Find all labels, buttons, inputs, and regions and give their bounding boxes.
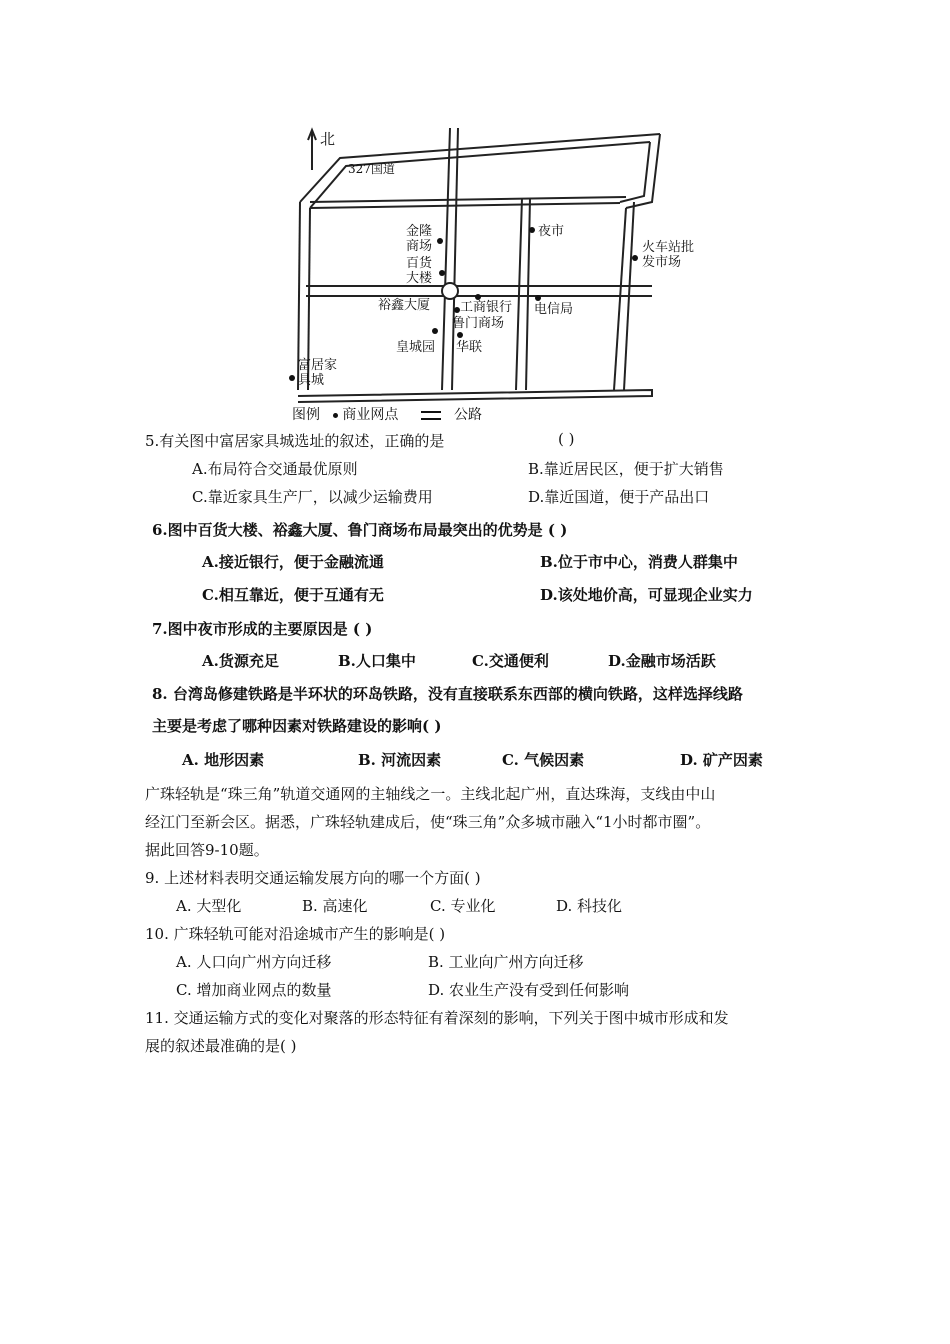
legend-road: 公路 [453, 407, 482, 423]
label-dianxin: 电信局 [534, 302, 574, 317]
passage-line3: 据此回答9-10题。 [145, 841, 269, 859]
q10-option-c: C. 增加商业网点的数量 [176, 981, 332, 999]
q11-stem-line2: 展的叙述最准确的是( ) [145, 1037, 297, 1055]
q8-option-a: A. 地形因素 [182, 751, 265, 769]
q6-stem: 6.图中百货大楼、裕鑫大厦、鲁门商场布局最突出的优势是 ( ) [152, 521, 568, 539]
label-huangcheng: 皇城园 [396, 340, 436, 355]
road-327-label: 327国道 [348, 162, 395, 176]
q6-option-a: A.接近银行，便于金融流通 [202, 553, 384, 571]
q9-option-d: D. 科技化 [556, 897, 623, 915]
q8-stem-line1: 8. 台湾岛修建铁路是半环状的环岛铁路，没有直接联系东西部的横向铁路，这样选择线路 [152, 685, 743, 703]
label-huoche: 火车站批 发市场 [642, 240, 695, 270]
passage-line1: 广珠轻轨是“珠三角”轨道交通网的主轴线之一。主线北起广州，直达珠海，支线由中山 [145, 785, 716, 803]
q9-stem: 9. 上述材料表明交通运输发展方向的哪一个方面( ) [145, 869, 481, 887]
q7-option-d: D.金融市场活跃 [608, 652, 716, 670]
city-map [280, 120, 695, 425]
q9-option-a: A. 大型化 [176, 897, 242, 915]
q9-option-b: B. 高速化 [302, 897, 368, 915]
q8-stem-line2: 主要是考虑了哪种因素对铁路建设的影响( ) [152, 717, 442, 735]
q5-option-a: A.布局符合交通最优原则 [192, 460, 358, 478]
q10-stem: 10. 广珠轻轨可能对沿途城市产生的影响是( ) [145, 925, 446, 943]
label-lumen: 鲁门商场 [452, 316, 505, 331]
q5-option-d: D.靠近国道，便于产品出口 [528, 488, 710, 506]
q9-option-c: C. 专业化 [430, 897, 496, 915]
label-fuju: 富居家 具城 [298, 358, 338, 388]
q5-paren: ( ) [558, 430, 575, 448]
road-top [310, 197, 626, 202]
map-roads [280, 120, 680, 425]
road-bottom [298, 390, 652, 402]
legend-point: 商业网点 [342, 407, 399, 423]
q8-option-c: C. 气候因素 [502, 751, 585, 769]
q6-option-b: B.位于市中心，消费人群集中 [540, 553, 738, 571]
legend-road-icon [421, 411, 441, 420]
north-label: 北 [320, 130, 336, 148]
road-center [442, 128, 450, 390]
q5-option-c: C.靠近家具生产厂，以减少运输费用 [192, 488, 433, 506]
q6-option-d: D.该处地价高，可显现企业实力 [540, 586, 753, 604]
road-right [614, 208, 626, 390]
label-jinlong: 金隆 商场 [406, 224, 433, 254]
road-mid-right [516, 198, 522, 390]
passage-line2: 经江门至新会区。据悉，广珠轻轨建成后，使“珠三角”众多城市融入“1小时都市圈”。 [145, 813, 711, 831]
label-yuxin: 裕鑫大厦 [378, 298, 431, 313]
label-yeshi: 夜市 [538, 224, 565, 239]
label-hualian: 华联 [456, 340, 483, 355]
q7-stem: 7.图中夜市形成的主要原因是 ( ) [152, 620, 373, 638]
q7-option-c: C.交通便利 [472, 652, 549, 670]
q7-option-b: B.人口集中 [338, 652, 416, 670]
q5-option-b: B.靠近居民区，便于扩大销售 [528, 460, 724, 478]
q10-option-d: D. 农业生产没有受到任何影响 [428, 981, 630, 999]
passage [145, 780, 825, 864]
q8-option-d: D. 矿产因素 [680, 751, 763, 769]
q10-option-a: A. 人口向广州方向迁移 [176, 953, 332, 971]
q11-stem-line1: 11. 交通运输方式的变化对聚落的形态特征有着深刻的影响，下列关于图中城市形成和发 [145, 1009, 729, 1027]
legend-prefix: 图例 [292, 407, 320, 423]
roundabout [442, 283, 458, 299]
label-baihuo: 百货 大楼 [406, 256, 433, 286]
q8-option-b: B. 河流因素 [358, 751, 442, 769]
q10-option-b: B. 工业向广州方向迁移 [428, 953, 584, 971]
q5-stem: 5.有关图中富居家具城选址的叙述，正确的是 [145, 432, 445, 450]
legend-point-icon [333, 413, 338, 418]
q7-option-a: A.货源充足 [202, 652, 279, 670]
map-legend [292, 404, 482, 424]
label-gongshang: 工商银行 [460, 300, 513, 315]
q6-option-c: C.相互靠近，便于互通有无 [202, 586, 384, 604]
